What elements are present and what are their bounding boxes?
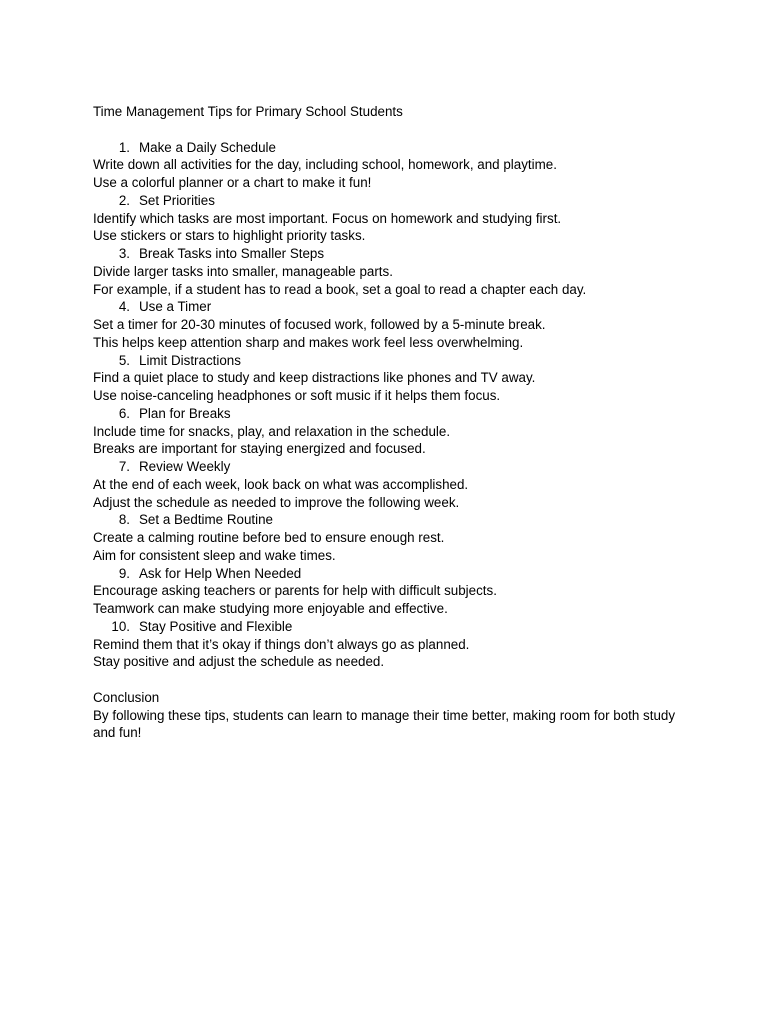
list-item-body-line: Write down all activities for the day, including school, homework, and playtime. <box>93 157 557 173</box>
list-item-heading-text: Break Tasks into Smaller Steps <box>139 246 325 261</box>
list-item-heading-text: Review Weekly <box>139 459 231 474</box>
list-item-heading <box>93 352 693 370</box>
list-item-body-line: Identify which tasks are most important. Focus on homework and studying first. <box>93 210 562 226</box>
list-item-body-line: Encourage asking teachers or parents for help with difficult subjects. <box>93 583 497 599</box>
list-item-heading-text: Set a Bedtime Routine <box>139 512 273 528</box>
list-item-body-line: Use a colorful planner or a chart to make it fun! <box>93 175 372 190</box>
list-item <box>93 298 693 351</box>
list-item-body-line: Find a quiet place to study and keep distractions like phones and TV away. <box>93 370 536 386</box>
list-item-number <box>93 352 139 370</box>
list-item-number <box>93 458 139 476</box>
list-item-body-line: Breaks are important for staying energized and focused. <box>93 441 426 457</box>
list-item-heading <box>93 245 693 263</box>
list-item-body-line: Include time for snacks, play, and relaxation in the schedule. <box>93 423 451 439</box>
list-item <box>93 192 693 245</box>
list-item-body-line: Use noise-canceling headphones or soft music if it helps them focus. <box>93 388 501 403</box>
list-item-body-line: Divide larger tasks into smaller, manageable parts. <box>93 263 393 279</box>
list-item-body-line: This helps keep attention sharp and makes work feel less overwhelming. <box>93 334 524 350</box>
list-item-number <box>93 298 139 316</box>
list-item-heading-text: Use a Timer <box>139 299 212 315</box>
list-item-heading <box>93 511 693 529</box>
list-item-body-line: Set a timer for 20-30 minutes of focused work, followed by a 5-minute break. <box>93 317 546 332</box>
list-item-heading-text: Make a Daily Schedule <box>139 139 276 155</box>
document-page <box>93 103 693 742</box>
list-item-heading <box>93 298 693 316</box>
blank-line <box>93 121 693 139</box>
list-item-number <box>93 139 139 157</box>
list-item <box>93 352 693 405</box>
list-item-heading <box>93 618 693 636</box>
list-item-heading-text: Ask for Help When Needed <box>139 565 302 581</box>
list-item-number-text: 6. <box>118 405 130 421</box>
list-item <box>93 511 693 564</box>
list-item <box>93 565 693 618</box>
list-item-body-line: Use stickers or stars to highlight priority tasks. <box>93 228 366 244</box>
list-item-heading-text: Limit Distractions <box>139 352 241 368</box>
blank-line <box>93 671 693 689</box>
list-item-number-text: 9. <box>118 565 130 581</box>
list-item <box>93 405 693 458</box>
list-item-body-line: Remind them that it’s okay if things don’t always go as planned. <box>93 636 470 652</box>
list-item-number-text: 1. <box>118 139 130 155</box>
list-item-number-text: 3. <box>118 246 130 261</box>
list-item-number <box>93 405 139 423</box>
list-item-number <box>93 245 139 263</box>
list-item <box>93 245 693 298</box>
list-item-body-line: At the end of each week, look back on what was accomplished. <box>93 476 469 492</box>
list-item-heading <box>93 458 693 476</box>
list-item-body-line: Adjust the schedule as needed to improve the following week. <box>93 494 460 510</box>
list-item-heading-text: Plan for Breaks <box>139 405 231 421</box>
list-item-number-text: 4. <box>118 299 130 315</box>
list-item-heading <box>93 405 693 423</box>
list-item-heading <box>93 192 693 210</box>
list-item <box>93 618 693 671</box>
conclusion-heading: Conclusion <box>93 689 160 705</box>
list-item-heading-text: Set Priorities <box>139 192 215 208</box>
list-item-number-text: 7. <box>118 459 130 474</box>
list-item-number-text: 2. <box>118 192 130 208</box>
list-item-body-line: Create a calming routine before bed to ensure enough rest. <box>93 530 445 545</box>
document-title: Time Management Tips for Primary School Students <box>93 104 403 119</box>
conclusion-text: By following these tips, students can learn to manage their time better, making room for both study and fun! <box>93 707 676 741</box>
list-item <box>93 139 693 192</box>
list-item-body-line: Teamwork can make studying more enjoyable and effective. <box>93 601 448 616</box>
list-item-heading-text: Stay Positive and Flexible <box>139 618 293 634</box>
list-item-number-text: 5. <box>118 352 130 368</box>
list-item-number <box>93 511 139 529</box>
list-item-number <box>93 192 139 210</box>
list-item-number-text: 8. <box>118 512 130 528</box>
list-item-number <box>93 565 139 583</box>
list-item <box>93 458 693 511</box>
list-item-number-text: 10. <box>111 618 130 634</box>
list-item-body-line: Aim for consistent sleep and wake times. <box>93 547 336 563</box>
tips-list <box>93 139 693 672</box>
list-item-number <box>93 618 139 636</box>
list-item-body-line: For example, if a student has to read a book, set a goal to read a chapter each day. <box>93 281 587 297</box>
list-item-heading <box>93 139 693 157</box>
list-item-heading <box>93 565 693 583</box>
list-item-body-line: Stay positive and adjust the schedule as needed. <box>93 654 385 670</box>
